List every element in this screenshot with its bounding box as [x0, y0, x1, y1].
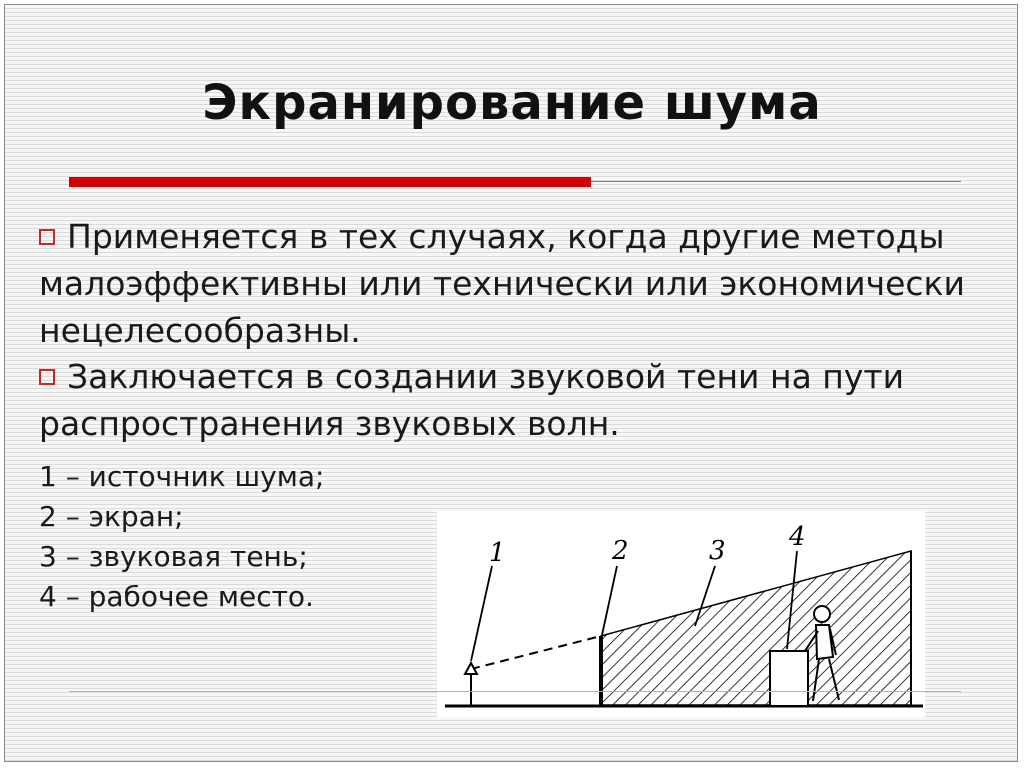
sound-ray-dashed: [471, 636, 601, 669]
footer-divider: [69, 691, 961, 692]
paragraph-text-1: Применяется в тех случаях, когда другие методы малоэффективны или технически или экономически нецелесообразны.: [39, 217, 965, 350]
title-underline-accent: [69, 177, 591, 187]
figure-label-3: 3: [709, 536, 726, 566]
leader-line-1: [471, 566, 492, 661]
legend-item-3: 3 – звуковая тень;: [39, 540, 308, 573]
legend-item-2: 2 – экран;: [39, 500, 184, 533]
square-bullet-icon: [39, 229, 55, 245]
figure-label-4: 4: [789, 522, 806, 552]
figure-legend: [39, 457, 324, 617]
bullet-paragraph-2: [39, 353, 999, 447]
bullet-paragraph-1: [39, 213, 999, 354]
slide: [4, 4, 1018, 762]
slide-title: Экранирование шума: [202, 75, 822, 131]
square-bullet-icon: [39, 369, 55, 385]
figure-label-2: 2: [612, 536, 629, 566]
title-underline-thin: [591, 181, 961, 182]
legend-item-4: 4 – рабочее место.: [39, 580, 314, 613]
paragraph-text-2: Заключается в создании звуковой тени на пути распространения звуковых волн.: [39, 357, 905, 443]
legend-item-1: 1 – источник шума;: [39, 460, 325, 493]
diagram-svg: [437, 511, 925, 717]
workstation-box: [770, 651, 808, 706]
noise-screen-diagram: [437, 511, 925, 717]
leader-line-2: [602, 566, 617, 635]
figure-label-1: 1: [489, 538, 506, 568]
noise-source-icon: [465, 663, 477, 705]
sound-shadow-zone: [601, 551, 911, 705]
